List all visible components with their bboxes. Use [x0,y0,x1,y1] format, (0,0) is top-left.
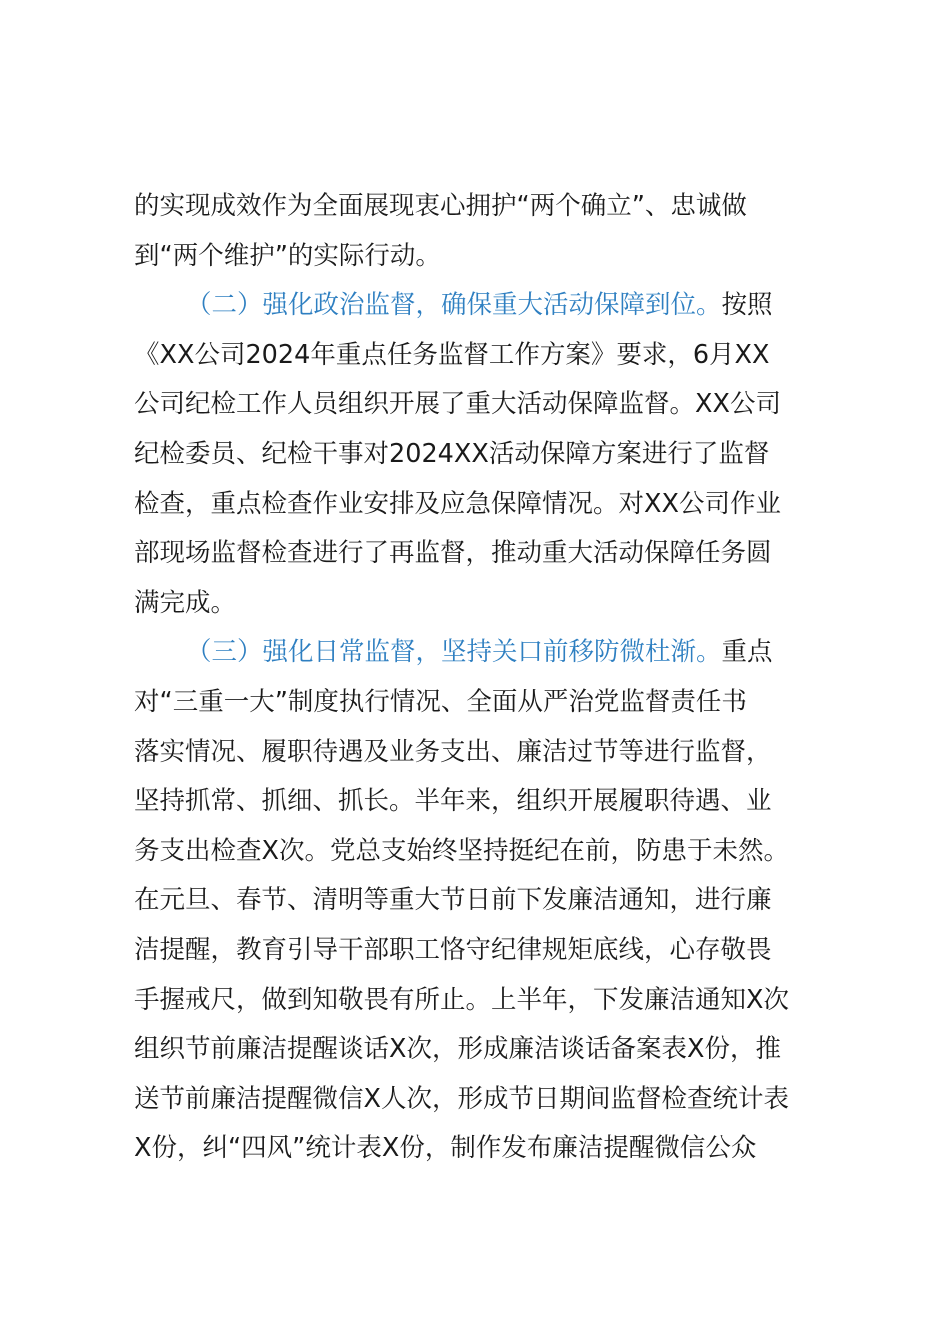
paragraph-line: 满完成。 [134,587,237,618]
paragraph-line: 洁提醒，教育引导干部职工恪守纪律规矩底线，心存敬畏 [134,934,772,965]
section-3-lead-text: 重点 [721,637,773,668]
paragraph-line: 手握戒尺，做到知敬畏有所止。上半年，下发廉洁通知X次 [134,984,789,1015]
section-3-first-line [134,628,854,678]
paragraph-line: 《XX公司2024年重点任务监督工作方案》要求，6月XX [134,339,770,370]
section-2-lead-text: 按照 [721,290,773,321]
paragraph-line: 的实现成效作为全面展现衷心拥护“两个确立”、忠诚做 [134,191,747,221]
paragraph-line: 在元旦、春节、清明等重大节日前下发廉洁通知，进行廉 [134,885,772,916]
paragraph-line: 对“三重一大”制度执行情况、全面从严治党监督责任书 [134,686,747,717]
paragraph-line: 送节前廉洁提醒微信X人次，形成节日期间监督检查统计表 [134,1083,789,1114]
paragraph-line: 务支出检查X次。党总支始终坚持挺纪在前，防患于未然。 [134,835,789,866]
paragraph-line: 纪检委员、纪检干事对2024XX活动保障方案进行了监督 [134,438,770,469]
section-2-first-line [134,281,854,331]
paragraph-line: 公司纪检工作人员组织开展了重大活动保障监督。XX公司 [134,389,781,420]
paragraph-line: 组织节前廉洁提醒谈话X次，形成廉洁谈话备案表X份，推 [134,1034,781,1065]
paragraph-line: 部现场监督检查进行了再监督，推动重大活动保障任务圆 [134,538,772,569]
paragraph-line: X份，纠“四风”统计表X份，制作发布廉洁提醒微信公众 [134,1133,757,1164]
paragraph-line: 坚持抓常、抓细、抓长。半年来，组织开展履职待遇、业 [134,786,772,817]
paragraph-line: 落实情况、履职待遇及业务支出、廉洁过节等进行监督， [134,736,772,767]
section-3-heading: （三）强化日常监督，坚持关口前移防微杜渐。 [186,637,722,668]
section-2-heading: （二）强化政治监督，确保重大活动保障到位。 [186,290,722,321]
paragraph-line: 到“两个维护”的实际行动。 [134,240,441,271]
paragraph-line: 检查，重点检查作业安排及应急保障情况。对XX公司作业 [134,488,781,519]
document-body [134,182,854,1174]
